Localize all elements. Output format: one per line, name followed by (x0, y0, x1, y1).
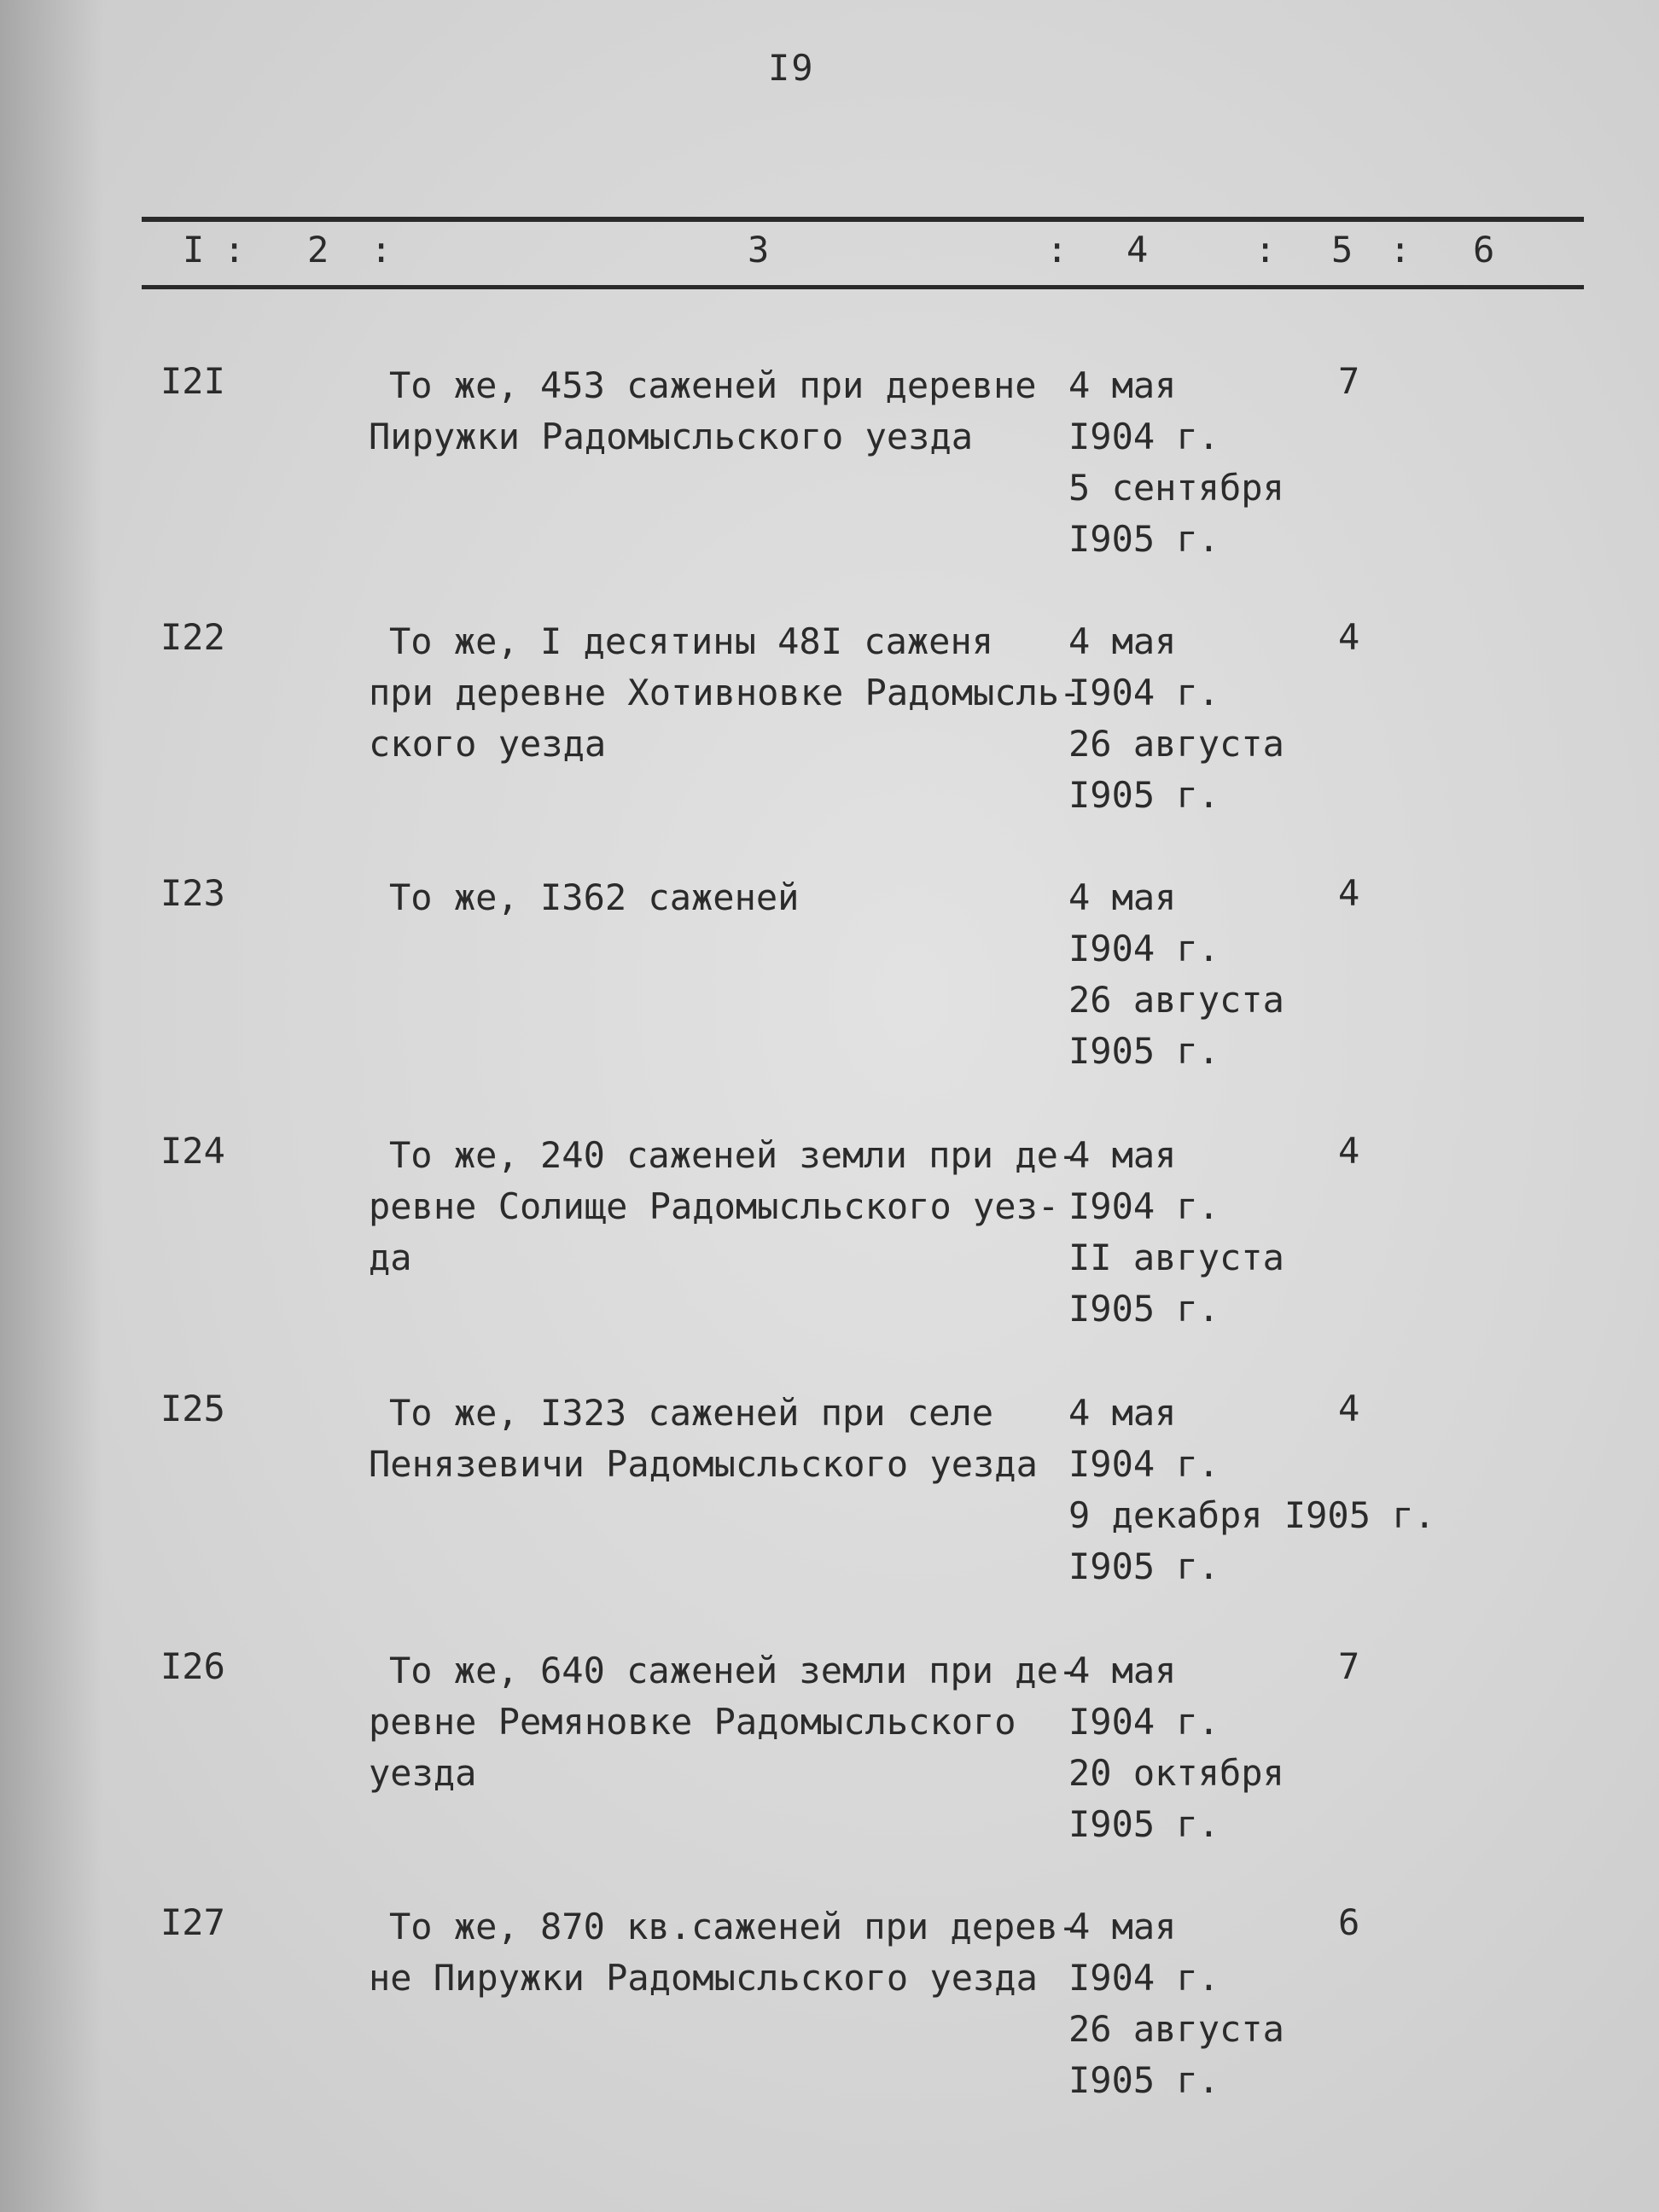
date-line: I905 г. (1068, 518, 1220, 560)
header-separator: : (1254, 229, 1277, 271)
table-row (0, 616, 1659, 872)
entry-description (369, 360, 1068, 463)
date-line: I905 г. (1068, 1288, 1220, 1330)
date-line: I904 г. (1068, 1185, 1220, 1227)
date-line: I905 г. (1068, 1803, 1220, 1845)
header-separator: : (1389, 229, 1412, 271)
entry-number: I27 (160, 1901, 225, 1943)
description-line: То же, I десятины 48I саженя (389, 620, 994, 662)
table-top-rule (142, 217, 1584, 222)
date-line: I905 г. (1068, 774, 1220, 816)
header-col-4: 4 (1126, 229, 1149, 271)
date-line: I904 г. (1068, 416, 1220, 457)
description-line: при деревне Хотивновке Радомысль- (369, 672, 1081, 713)
entry-dates (1068, 872, 1284, 1077)
description-line: То же, I362 саженей (389, 876, 800, 918)
date-line: I904 г. (1068, 1443, 1220, 1485)
description-line: Пенязевичи Радомысльского уезда (369, 1443, 1038, 1485)
header-separator: : (370, 229, 393, 271)
entry-description (369, 1130, 1080, 1284)
header-col-6: 6 (1473, 229, 1495, 271)
description-line: ского уезда (369, 723, 607, 765)
date-line: II августа (1068, 1237, 1284, 1278)
table-header-rule (142, 285, 1584, 289)
entry-number: I25 (160, 1388, 225, 1429)
date-line: 26 августа (1068, 979, 1284, 1021)
entry-quantity: 4 (1338, 1388, 1360, 1429)
date-line: 20 октября (1068, 1752, 1284, 1794)
header-separator: : (1046, 229, 1068, 271)
header-col-3: 3 (748, 229, 770, 271)
description-line: То же, 640 саженей земли при де- (389, 1650, 1080, 1691)
entry-description (369, 616, 1081, 770)
description-line: То же, 870 кв.саженей при дерев- (389, 1906, 1080, 1947)
date-line: 4 мая (1068, 1650, 1177, 1691)
header-col-2: 2 (307, 229, 329, 271)
description-line: да (369, 1237, 412, 1278)
date-line: 26 августа (1068, 2008, 1284, 2050)
description-line: То же, I323 саженей при селе (389, 1392, 994, 1434)
date-line: I904 г. (1068, 1957, 1220, 1999)
entry-number: I26 (160, 1645, 225, 1687)
description-line: ревне Солище Радомысльского уез- (369, 1185, 1060, 1227)
page-number: I9 (768, 47, 815, 89)
entry-quantity: 4 (1338, 1130, 1360, 1172)
entry-dates (1068, 1130, 1284, 1335)
table-row (0, 1645, 1659, 1901)
entry-dates (1068, 1901, 1284, 2106)
description-line: То же, 453 саженей при деревне (389, 364, 1037, 406)
header-col-5: 5 (1331, 229, 1353, 271)
date-line: 5 сентября (1068, 467, 1284, 509)
date-line: 4 мая (1068, 620, 1177, 662)
entry-description (369, 872, 1068, 923)
date-line: 4 мая (1068, 1906, 1177, 1947)
entry-description (369, 1645, 1080, 1799)
description-line: уезда (369, 1752, 477, 1794)
date-line: 9 декабря I905 г. (1068, 1494, 1435, 1536)
entry-dates (1068, 360, 1284, 565)
date-line: I904 г. (1068, 672, 1220, 713)
entry-number: I23 (160, 872, 225, 914)
entry-quantity: 6 (1338, 1901, 1360, 1943)
entry-number: I24 (160, 1130, 225, 1172)
date-line: I904 г. (1068, 928, 1220, 969)
date-line: I905 г. (1068, 1545, 1220, 1587)
header-separator: : (224, 229, 246, 271)
description-line: То же, 240 саженей земли при де- (389, 1134, 1080, 1176)
date-line: 26 августа (1068, 723, 1284, 765)
entry-dates (1068, 1388, 1435, 1592)
date-line: 4 мая (1068, 1134, 1177, 1176)
description-line: не Пиружки Радомысльского уезда (369, 1957, 1038, 1999)
entry-quantity: 7 (1338, 1645, 1360, 1687)
entry-number: I22 (160, 616, 225, 658)
date-line: I905 г. (1068, 2059, 1220, 2101)
date-line: I905 г. (1068, 1030, 1220, 1072)
date-line: 4 мая (1068, 1392, 1177, 1434)
table-row (0, 1901, 1659, 2157)
date-line: I904 г. (1068, 1701, 1220, 1743)
table-row (0, 872, 1659, 1128)
entry-description (369, 1388, 1068, 1490)
table-row (0, 1130, 1659, 1386)
entry-description (369, 1901, 1080, 2004)
description-line: Пиружки Радомысльского уезда (369, 416, 974, 457)
table-row (0, 360, 1659, 616)
date-line: 4 мая (1068, 876, 1177, 918)
description-line: ревне Ремяновке Радомысльского (369, 1701, 1016, 1743)
entry-dates (1068, 616, 1284, 821)
entry-quantity: 7 (1338, 360, 1360, 402)
entry-quantity: 4 (1338, 872, 1360, 914)
entry-number: I2I (160, 360, 225, 402)
date-line: 4 мая (1068, 364, 1177, 406)
table-row (0, 1388, 1659, 1644)
header-col-1: I (183, 229, 205, 271)
entry-dates (1068, 1645, 1284, 1850)
entry-quantity: 4 (1338, 616, 1360, 658)
